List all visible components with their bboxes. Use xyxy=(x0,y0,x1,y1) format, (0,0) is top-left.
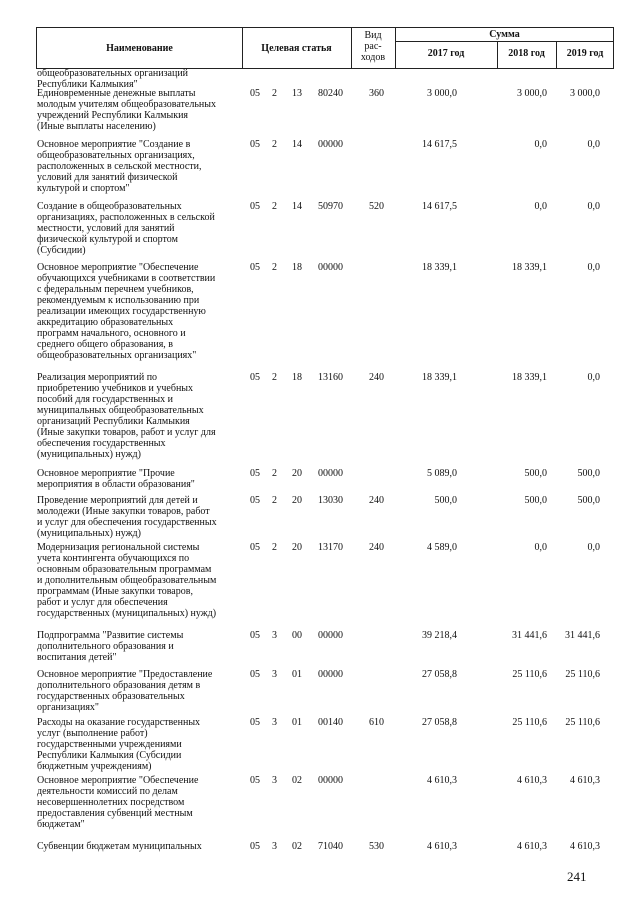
row-program: 3 xyxy=(272,841,277,852)
row-expense-kind: 240 xyxy=(369,372,384,383)
row-direction: 71040 xyxy=(318,841,343,852)
row-sum-2018: 4 610,3 xyxy=(517,841,547,852)
row-name: Субвенции бюджетам муниципальных xyxy=(37,841,202,852)
row-sum-2019: 3 000,0 xyxy=(570,88,600,99)
row-sum-2017: 4 610,3 xyxy=(427,841,457,852)
row-sum-2019: 500,0 xyxy=(577,468,600,479)
row-subprogram: 20 xyxy=(292,468,302,479)
header-sum: Сумма xyxy=(489,29,520,40)
row-name: Единовременные денежные выплаты молодым учителям общеобразовательных учреждений Республики Калмыкия (Иные выплаты населению) xyxy=(37,88,216,132)
row-sum-2017: 4 610,3 xyxy=(427,775,457,786)
row-subprogram: 20 xyxy=(292,542,302,553)
row-program: 3 xyxy=(272,775,277,786)
row-direction: 13160 xyxy=(318,372,343,383)
row-section: 05 xyxy=(250,775,260,786)
row-sum-2018: 0,0 xyxy=(534,201,547,212)
row-expense-kind: 240 xyxy=(369,542,384,553)
row-sum-2019: 0,0 xyxy=(587,542,600,553)
row-sum-2017: 14 617,5 xyxy=(422,139,457,150)
row-program: 2 xyxy=(272,262,277,273)
row-sum-2017: 14 617,5 xyxy=(422,201,457,212)
row-direction: 00000 xyxy=(318,262,343,273)
row-direction: 00000 xyxy=(318,630,343,641)
row-sum-2017: 18 339,1 xyxy=(422,262,457,273)
row-subprogram: 02 xyxy=(292,841,302,852)
row-direction: 00000 xyxy=(318,139,343,150)
row-subprogram: 13 xyxy=(292,88,302,99)
row-sum-2017: 4 589,0 xyxy=(427,542,457,553)
row-sum-2019: 25 110,6 xyxy=(565,669,600,680)
row-sum-2017: 18 339,1 xyxy=(422,372,457,383)
row-program: 2 xyxy=(272,88,277,99)
row-sum-2017: 500,0 xyxy=(434,495,457,506)
row-section: 05 xyxy=(250,841,260,852)
row-name: Создание в общеобразовательных организациях, расположенных в сельской местности, условий для занятий физической культурой и спортом (Субсидии) xyxy=(37,201,215,256)
row-expense-kind: 360 xyxy=(369,88,384,99)
row-direction: 00000 xyxy=(318,468,343,479)
row-sum-2018: 31 441,6 xyxy=(512,630,547,641)
header-target: Целевая статья xyxy=(261,43,332,54)
row-direction: 13030 xyxy=(318,495,343,506)
row-section: 05 xyxy=(250,630,260,641)
row-subprogram: 18 xyxy=(292,372,302,383)
row-sum-2018: 4 610,3 xyxy=(517,775,547,786)
row-subprogram: 20 xyxy=(292,495,302,506)
row-section: 05 xyxy=(250,88,260,99)
row-program: 2 xyxy=(272,468,277,479)
row-direction: 50970 xyxy=(318,201,343,212)
row-section: 05 xyxy=(250,139,260,150)
row-section: 05 xyxy=(250,495,260,506)
row-program: 3 xyxy=(272,669,277,680)
row-sum-2019: 31 441,6 xyxy=(565,630,600,641)
row-direction: 13170 xyxy=(318,542,343,553)
row-sum-2018: 25 110,6 xyxy=(512,717,547,728)
row-direction: 80240 xyxy=(318,88,343,99)
row-expense-kind: 530 xyxy=(369,841,384,852)
row-section: 05 xyxy=(250,468,260,479)
row-name: Основное мероприятие "Предоставление дополнительного образования детям в государственных образовательных организациях" xyxy=(37,669,213,713)
row-section: 05 xyxy=(250,717,260,728)
header-year-2019: 2019 год xyxy=(566,48,604,59)
row-sum-2019: 0,0 xyxy=(587,139,600,150)
row-sum-2019: 4 610,3 xyxy=(570,841,600,852)
row-subprogram: 14 xyxy=(292,201,302,212)
row-section: 05 xyxy=(250,201,260,212)
row-sum-2019: 4 610,3 xyxy=(570,775,600,786)
table-header xyxy=(36,27,614,69)
row-name: Расходы на оказание государственных услуг (выполнение работ) государственными учреждениями Республики Калмыкия (Субсидии бюджетным учреждениям) xyxy=(37,717,201,772)
row-name: общеобразовательных организаций Республики Калмыкия" xyxy=(37,68,189,90)
row-program: 2 xyxy=(272,201,277,212)
row-sum-2019: 25 110,6 xyxy=(565,717,600,728)
row-program: 2 xyxy=(272,542,277,553)
row-name: Проведение мероприятий для детей и молодежи (Иные закупки товаров, работ и услуг для обеспечения государственных (муниципальных) нужд) xyxy=(37,495,217,539)
row-sum-2018: 25 110,6 xyxy=(512,669,547,680)
row-sum-2017: 27 058,8 xyxy=(422,717,457,728)
row-section: 05 xyxy=(250,542,260,553)
row-program: 2 xyxy=(272,495,277,506)
row-sum-2018: 18 339,1 xyxy=(512,372,547,383)
row-sum-2018: 3 000,0 xyxy=(517,88,547,99)
row-name: Основное мероприятие "Обеспечение деятельности комиссий по делам несовершеннолетних посредством предоставления субвенций местным бюджетам" xyxy=(37,775,199,830)
header-kind: Вид рас- ходов xyxy=(360,30,386,63)
row-name: Реализация мероприятий по приобретению учебников и учебных пособий для государственных и муниципальных общеобразовательных организаций Республики Калмыкия (Иные закупки товаров, работ и услуг для обеспечения государственных (муниципальных) нужд) xyxy=(37,372,216,460)
row-direction: 00140 xyxy=(318,717,343,728)
row-sum-2019: 500,0 xyxy=(577,495,600,506)
row-name: Модернизация региональной системы учета контингента обучающихся по основным образовательным программам и дополнительным общеобразовательным программам (Иные закупки товаров, работ и услуг для обеспечения государственных (муниципальных) нужд) xyxy=(37,542,217,619)
row-sum-2018: 500,0 xyxy=(524,468,547,479)
row-sum-2017: 3 000,0 xyxy=(427,88,457,99)
row-direction: 00000 xyxy=(318,669,343,680)
header-name: Наименование xyxy=(106,43,173,54)
row-expense-kind: 610 xyxy=(369,717,384,728)
row-name: Основное мероприятие "Создание в общеобразовательных организациях, расположенных в сельской местности, условий для занятий физической культурой и спортом" xyxy=(37,139,202,194)
row-section: 05 xyxy=(250,669,260,680)
row-subprogram: 01 xyxy=(292,717,302,728)
row-program: 2 xyxy=(272,139,277,150)
row-subprogram: 00 xyxy=(292,630,302,641)
page-number: 241 xyxy=(567,869,587,884)
row-sum-2018: 0,0 xyxy=(534,139,547,150)
row-sum-2017: 5 089,0 xyxy=(427,468,457,479)
row-subprogram: 14 xyxy=(292,139,302,150)
row-program: 2 xyxy=(272,372,277,383)
row-sum-2018: 500,0 xyxy=(524,495,547,506)
row-sum-2017: 39 218,4 xyxy=(422,630,457,641)
row-expense-kind: 520 xyxy=(369,201,384,212)
row-sum-2018: 18 339,1 xyxy=(512,262,547,273)
row-program: 3 xyxy=(272,630,277,641)
row-sum-2019: 0,0 xyxy=(587,201,600,212)
row-sum-2018: 0,0 xyxy=(534,542,547,553)
row-name: Основное мероприятие "Обеспечение обучающихся учебниками в соответствии с федеральным перечнем учебников, рекомендуемым к использованию при реализации имеющих государственную аккредитацию образовательных программ начального, основного и среднего общего образования, в общеобразовательных организациях" xyxy=(37,262,216,361)
row-direction: 00000 xyxy=(318,775,343,786)
row-sum-2017: 27 058,8 xyxy=(422,669,457,680)
row-section: 05 xyxy=(250,262,260,273)
row-subprogram: 01 xyxy=(292,669,302,680)
row-subprogram: 18 xyxy=(292,262,302,273)
row-subprogram: 02 xyxy=(292,775,302,786)
row-name: Подпрограмма "Развитие системы дополнительного образования и воспитания детей" xyxy=(37,630,184,663)
row-program: 3 xyxy=(272,717,277,728)
row-expense-kind: 240 xyxy=(369,495,384,506)
row-name: Основное мероприятие "Прочие мероприятия в области образования" xyxy=(37,468,195,490)
row-section: 05 xyxy=(250,372,260,383)
header-year-2017: 2017 год xyxy=(427,48,465,59)
row-sum-2019: 0,0 xyxy=(587,262,600,273)
row-sum-2019: 0,0 xyxy=(587,372,600,383)
header-year-2018: 2018 год xyxy=(508,48,545,59)
